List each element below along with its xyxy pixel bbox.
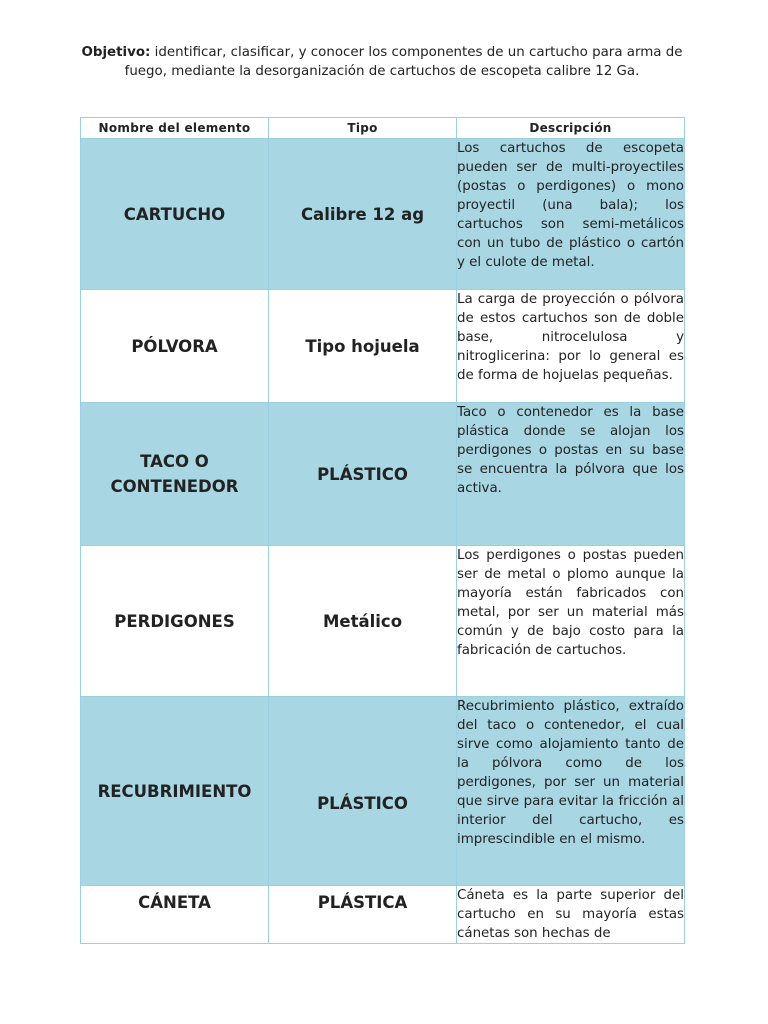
- objective-label: Objetivo:: [81, 45, 151, 60]
- table-row: [81, 697, 685, 886]
- row-name: PÓLVORA: [81, 290, 269, 403]
- table-row: [81, 886, 685, 944]
- row-name: TACO O CONTENEDOR: [81, 403, 269, 546]
- row-name: CÁNETA: [81, 886, 269, 944]
- row-type: Metálico: [269, 546, 457, 697]
- table-row: [81, 139, 685, 290]
- row-description: Recubrimiento plástico, extraído del taco o contenedor, el cual sirve como alojamiento tanto de la pólvora como de los perdigones, por ser un material que sirve para evitar la fricción al interior del cartucho, es imprescindible en el mismo.: [457, 697, 685, 886]
- header-description: Descripción: [457, 118, 685, 139]
- components-table: [80, 117, 685, 944]
- row-name: CARTUCHO: [81, 139, 269, 290]
- row-type: PLÁSTICO: [269, 697, 457, 886]
- row-type: Calibre 12 ag: [269, 139, 457, 290]
- row-description: Los cartuchos de escopeta pueden ser de multi-proyectiles (postas o perdigones) o mono proyectil (una bala); los cartuchos son semi-metálicos con un tubo de plástico o cartón y el culote de metal.: [457, 139, 685, 290]
- table-row: [81, 546, 685, 697]
- header-type: Tipo: [269, 118, 457, 139]
- row-description: Taco o contenedor es la base plástica donde se alojan los perdigones o postas en su base se encuentra la pólvora que los activa.: [457, 403, 685, 546]
- row-type: PLÁSTICA: [269, 886, 457, 944]
- header-name: Nombre del elemento: [81, 118, 269, 139]
- row-description: La carga de proyección o pólvora de estos cartuchos son de doble base, nitrocelulosa y nitroglicerina: por lo general es de forma de hojuelas pequeñas.: [457, 290, 685, 403]
- row-name: RECUBRIMIENTO: [81, 697, 269, 886]
- table-header-row: [81, 118, 685, 139]
- row-description: Los perdigones o postas pueden ser de metal o plomo aunque la mayoría están fabricados con metal, por ser un material más común y de bajo costo para la fabricación de cartuchos.: [457, 546, 685, 697]
- table-row: [81, 403, 685, 546]
- objective-paragraph: [80, 43, 684, 81]
- row-type: PLÁSTICO: [269, 403, 457, 546]
- table-row: [81, 290, 685, 403]
- objective-text: identificar, clasificar, y conocer los componentes de un cartucho para arma de fuego, mediante la desorganización de cartuchos de escopeta calibre 12 Ga.: [124, 45, 683, 79]
- row-name: PERDIGONES: [81, 546, 269, 697]
- row-type: Tipo hojuela: [269, 290, 457, 403]
- row-description: Cáneta es la parte superior del cartucho en su mayoría estas cánetas son hechas de: [457, 886, 685, 944]
